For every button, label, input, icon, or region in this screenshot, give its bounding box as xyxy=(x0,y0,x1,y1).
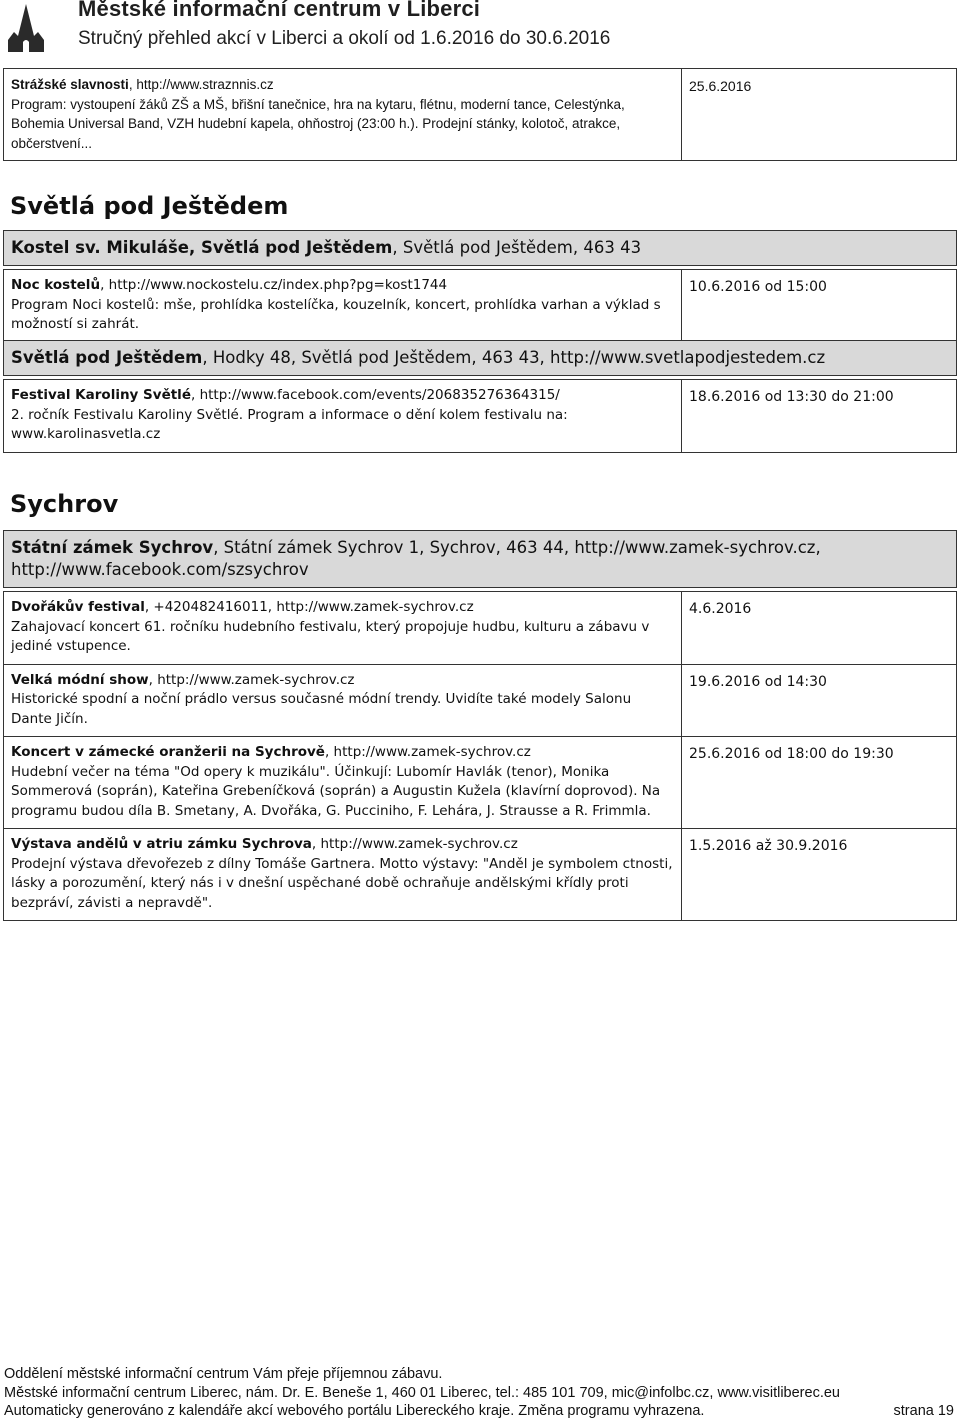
event-table xyxy=(3,591,957,921)
event-url[interactable]: , http://www.zamek-sychrov.cz xyxy=(311,836,518,852)
event-date: 18.6.2016 od 13:30 do 21:00 xyxy=(682,380,957,453)
event-table-top xyxy=(3,68,957,161)
venue-header xyxy=(3,230,957,266)
footer-disclaimer: Automaticky generováno z kalendáře akcí webového portálu Libereckého kraje. Změna programu vyhrazena. xyxy=(4,1403,705,1419)
event-description-cell xyxy=(4,380,682,453)
event-description-cell xyxy=(4,69,682,161)
org-name: Městské informační centrum v Liberci xyxy=(78,0,481,21)
event-date: 1.5.2016 až 30.9.2016 xyxy=(682,829,957,921)
venue-header xyxy=(3,530,957,588)
venue-details: , Státní zámek Sychrov 1, Sychrov, 463 44, http://www.zamek-sychrov.cz, http://www.facebook.com/szsychrov xyxy=(11,538,821,579)
event-date: 19.6.2016 od 14:30 xyxy=(682,664,957,737)
event-description: 2. ročník Festivalu Karoliny Světlé. Program a informace o dění kolem festivalu na: www.karolinasvetla.cz xyxy=(11,406,568,442)
section-title: Sychrov xyxy=(10,490,119,518)
event-url[interactable]: , http://www.facebook.com/events/206835276364315/ xyxy=(190,387,560,403)
page-number: strana 19 xyxy=(893,1403,954,1419)
event-row xyxy=(4,664,957,737)
event-table xyxy=(3,379,957,453)
section-title: Světlá pod Ještědem xyxy=(10,192,289,220)
event-description-cell xyxy=(4,664,682,737)
event-url[interactable]: , http://www.zamek-sychrov.cz xyxy=(148,671,355,688)
event-row xyxy=(4,270,957,343)
venue-details: , Světlá pod Ještědem, 463 43 xyxy=(392,238,642,257)
event-name: Koncert v zámecké oranžerii na Sychrově xyxy=(11,744,325,760)
venue-name: Státní zámek Sychrov xyxy=(11,538,214,557)
event-name: Noc kostelů xyxy=(11,277,101,293)
event-description-cell xyxy=(4,592,682,665)
event-url[interactable]: , http://www.nockostelu.cz/index.php?pg=kost1744 xyxy=(100,277,448,293)
event-date: 10.6.2016 od 15:00 xyxy=(682,270,957,343)
event-name: Výstava andělů v atriu zámku Sychrova xyxy=(11,836,312,852)
event-date: 25.6.2016 od 18:00 do 19:30 xyxy=(682,737,957,829)
event-url[interactable]: , +420482416011, http://www.zamek-sychrov.cz xyxy=(144,599,474,615)
document-subtitle: Stručný přehled akcí v Liberci a okolí od 1.6.2016 do 30.6.2016 xyxy=(78,28,611,49)
event-name: Dvořákův festival xyxy=(11,599,145,615)
event-table xyxy=(3,269,957,343)
event-row xyxy=(4,737,957,829)
event-url[interactable]: , http://www.zamek-sychrov.cz xyxy=(324,744,531,760)
event-row xyxy=(4,69,957,161)
event-row xyxy=(4,829,957,921)
event-description: Program: vystoupení žáků ZŠ a MŠ, břišní tanečnice, hra na kytaru, flétnu, moderní tance, Celestýnka, Bohemia Universal Band, VZH hudební kapela, ohňostroj (23:00 h.). Prodejní stánky, kolotoč, atrakce, občerstvení... xyxy=(11,96,625,151)
footer-contact: Městské informační centrum Liberec, nám. Dr. E. Beneše 1, 460 01 Liberec, tel.: 485 101 709, mic@infolbc.cz, www.visitliberec.eu xyxy=(4,1385,840,1401)
event-description: Prodejní výstava dřevořezeb z dílny Tomáše Gartnera. Motto výstavy: "Anděl je symbolem ctnosti, lásky a porozumění, který nás i v dnešní uspěchané době ochraňuje andělskými křídly proti bezpráví, závisti a nepravdě". xyxy=(11,855,673,911)
event-description: Zahajovací koncert 61. ročníku hudebního festivalu, který propojuje hudbu, kulturu a zábavu v jediné vstupence. xyxy=(11,618,650,654)
event-row xyxy=(4,592,957,665)
event-date: 4.6.2016 xyxy=(682,592,957,665)
event-name: Velká módní show xyxy=(11,671,149,688)
footer-greeting: Oddělení městské informační centrum Vám přeje příjemnou zábavu. xyxy=(4,1366,443,1382)
page-header xyxy=(0,0,960,60)
event-name: Festival Karoliny Světlé xyxy=(11,387,191,403)
event-description-cell xyxy=(4,737,682,829)
venue-name: Kostel sv. Mikuláše, Světlá pod Ještědem xyxy=(11,238,393,257)
event-url[interactable]: , http://www.straznnis.cz xyxy=(128,77,274,92)
event-date: 25.6.2016 xyxy=(682,69,957,161)
event-description: Historické spodní a noční prádlo versus současné módní trendy. Uvidíte také modely Salonu Dante Jičín. xyxy=(11,691,632,727)
venue-name: Světlá pod Ještědem xyxy=(11,348,203,367)
event-description: Program Noci kostelů: mše, prohlídka kostelíčka, kouzelník, koncert, prohlídka varhan a výklad s možností si zahrát. xyxy=(11,296,661,332)
event-description-cell xyxy=(4,829,682,921)
event-name: Strážské slavnosti xyxy=(11,77,129,92)
event-row xyxy=(4,380,957,453)
event-description: Hudební večer na téma "Od opery k muzikálu". Účinkují: Lubomír Havlák (tenor), Monika Sommerová (soprán), Kateřina Grebeníčková (soprán) a Augustin Kužela (klavírní doprovod). Na programu budou díla B. Smetany, A. Dvořáka, G. Pucciniho, F. Lehára, J. Strausse a R. Frimmla. xyxy=(11,763,661,819)
venue-header xyxy=(3,340,957,376)
city-logo-icon xyxy=(6,2,46,54)
event-description-cell xyxy=(4,270,682,343)
venue-details: , Hodky 48, Světlá pod Ještědem, 463 43, http://www.svetlapodjestedem.cz xyxy=(202,348,826,367)
